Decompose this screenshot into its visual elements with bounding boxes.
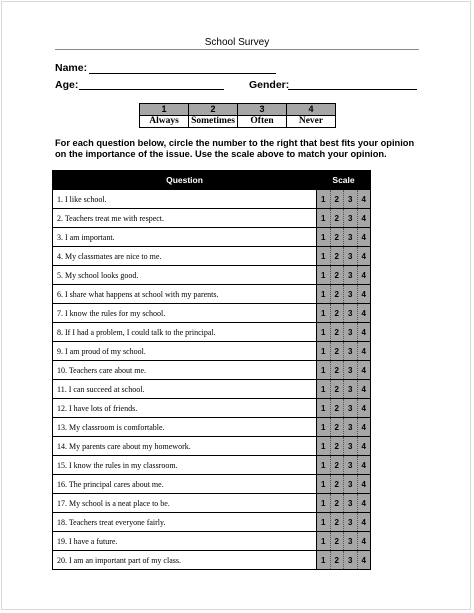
scale-option[interactable]: 1	[317, 380, 331, 399]
title-divider	[55, 49, 419, 50]
scale-key-numbers	[140, 104, 336, 116]
table-row	[53, 209, 371, 228]
scale-option[interactable]: 4	[357, 418, 371, 437]
scale-option[interactable]: 1	[317, 418, 331, 437]
table-row	[53, 551, 371, 570]
scale-option[interactable]: 3	[344, 190, 358, 209]
scale-option[interactable]: 4	[357, 513, 371, 532]
scale-option[interactable]: 2	[330, 437, 344, 456]
scale-key-number: 1	[140, 104, 189, 116]
scale-option[interactable]: 2	[330, 266, 344, 285]
scale-option[interactable]: 2	[330, 513, 344, 532]
scale-option[interactable]: 3	[344, 285, 358, 304]
scale-key-number: 2	[189, 104, 238, 116]
scale-option[interactable]: 3	[344, 342, 358, 361]
scale-option[interactable]: 3	[344, 323, 358, 342]
scale-option[interactable]: 4	[357, 399, 371, 418]
gender-field[interactable]	[288, 89, 417, 90]
table-row	[53, 475, 371, 494]
scale-key-words	[140, 116, 336, 128]
scale-option[interactable]: 1	[317, 456, 331, 475]
scale-option[interactable]: 4	[357, 209, 371, 228]
scale-option[interactable]: 3	[344, 361, 358, 380]
scale-option[interactable]: 1	[317, 494, 331, 513]
table-row	[53, 399, 371, 418]
question-text: 18. Teachers treat everyone fairly.	[53, 513, 317, 532]
question-text: 12. I have lots of friends.	[53, 399, 317, 418]
scale-option[interactable]: 3	[344, 209, 358, 228]
scale-option[interactable]: 2	[330, 380, 344, 399]
scale-option[interactable]: 2	[330, 361, 344, 380]
scale-option[interactable]: 2	[330, 228, 344, 247]
question-text: 7. I know the rules for my school.	[53, 304, 317, 323]
scale-option[interactable]: 2	[330, 418, 344, 437]
question-text: 1. I like school.	[53, 190, 317, 209]
survey-body	[53, 190, 371, 570]
scale-option[interactable]: 1	[317, 304, 331, 323]
scale-option[interactable]: 4	[357, 494, 371, 513]
scale-option[interactable]: 1	[317, 551, 331, 570]
question-text: 3. I am important.	[53, 228, 317, 247]
table-row	[53, 285, 371, 304]
scale-option[interactable]: 2	[330, 456, 344, 475]
table-row	[53, 418, 371, 437]
question-text: 13. My classroom is comfortable.	[53, 418, 317, 437]
scale-option[interactable]: 3	[344, 247, 358, 266]
question-text: 6. I share what happens at school with my parents.	[53, 285, 317, 304]
table-row	[53, 228, 371, 247]
scale-option[interactable]: 1	[317, 323, 331, 342]
scale-key-word: Often	[238, 116, 287, 128]
scale-option[interactable]: 4	[357, 247, 371, 266]
name-label: Name:	[55, 62, 88, 74]
scale-option[interactable]: 2	[330, 323, 344, 342]
name-field[interactable]	[89, 73, 276, 74]
scale-key-number: 4	[287, 104, 336, 116]
scale-option[interactable]: 4	[357, 342, 371, 361]
scale-option[interactable]: 3	[344, 513, 358, 532]
scale-option[interactable]: 1	[317, 475, 331, 494]
scale-option[interactable]: 2	[330, 551, 344, 570]
scale-option[interactable]: 1	[317, 361, 331, 380]
question-text: 4. My classmates are nice to me.	[53, 247, 317, 266]
instructions: For each question below, circle the number to the right that best fits your opinion on the importance of the issue. Use the scale above to match your opinion.	[55, 138, 415, 159]
scale-option[interactable]: 2	[330, 475, 344, 494]
scale-option[interactable]: 2	[330, 247, 344, 266]
age-field[interactable]	[79, 89, 224, 90]
scale-option[interactable]: 1	[317, 399, 331, 418]
table-row	[53, 494, 371, 513]
scale-option[interactable]: 2	[330, 342, 344, 361]
scale-option[interactable]: 1	[317, 209, 331, 228]
survey-title: School Survey	[204, 37, 270, 48]
scale-option[interactable]: 3	[344, 437, 358, 456]
table-header-row	[53, 171, 371, 190]
scale-option[interactable]: 3	[344, 380, 358, 399]
scale-option[interactable]: 1	[317, 532, 331, 551]
scale-option[interactable]: 2	[330, 532, 344, 551]
scale-option[interactable]: 4	[357, 456, 371, 475]
question-text: 10. Teachers care about me.	[53, 361, 317, 380]
scale-option[interactable]: 2	[330, 285, 344, 304]
scale-option[interactable]: 4	[357, 437, 371, 456]
scale-option[interactable]: 2	[330, 304, 344, 323]
scale-option[interactable]: 3	[344, 532, 358, 551]
question-text: 19. I have a future.	[53, 532, 317, 551]
scale-option[interactable]: 1	[317, 266, 331, 285]
scale-option[interactable]: 3	[344, 475, 358, 494]
scale-column-header: Scale	[317, 171, 371, 190]
scale-option[interactable]: 1	[317, 285, 331, 304]
scale-option[interactable]: 1	[317, 513, 331, 532]
scale-option[interactable]: 4	[357, 361, 371, 380]
scale-option[interactable]: 4	[357, 304, 371, 323]
table-row	[53, 456, 371, 475]
question-text: 14. My parents care about my homework.	[53, 437, 317, 456]
scale-option[interactable]: 3	[344, 304, 358, 323]
rating-scale-key	[139, 103, 336, 128]
scale-option[interactable]: 4	[357, 228, 371, 247]
table-row	[53, 266, 371, 285]
scale-key-number: 3	[238, 104, 287, 116]
table-row	[53, 532, 371, 551]
table-row	[53, 437, 371, 456]
table-row	[53, 342, 371, 361]
scale-option[interactable]: 4	[357, 266, 371, 285]
scale-option[interactable]: 3	[344, 551, 358, 570]
scale-option[interactable]: 3	[344, 418, 358, 437]
scale-option[interactable]: 3	[344, 228, 358, 247]
survey-table	[52, 170, 371, 570]
scale-option[interactable]: 3	[344, 494, 358, 513]
scale-option[interactable]: 4	[357, 285, 371, 304]
scale-option[interactable]: 1	[317, 228, 331, 247]
question-text: 8. If I had a problem, I could talk to the principal.	[53, 323, 317, 342]
question-text: 17. My school is a neat place to be.	[53, 494, 317, 513]
question-text: 9. I am proud of my school.	[53, 342, 317, 361]
table-row	[53, 323, 371, 342]
scale-option[interactable]: 3	[344, 266, 358, 285]
table-row	[53, 513, 371, 532]
scale-option[interactable]: 4	[357, 551, 371, 570]
scale-key-word: Sometimes	[189, 116, 238, 128]
question-text: 5. My school looks good.	[53, 266, 317, 285]
scale-option[interactable]: 2	[330, 494, 344, 513]
question-text: 2. Teachers treat me with respect.	[53, 209, 317, 228]
scale-option[interactable]: 2	[330, 399, 344, 418]
question-column-header: Question	[53, 171, 317, 190]
scale-option[interactable]: 4	[357, 475, 371, 494]
scale-key-word: Never	[287, 116, 336, 128]
table-row	[53, 361, 371, 380]
question-text: 16. The principal cares about me.	[53, 475, 317, 494]
scale-option[interactable]: 3	[344, 456, 358, 475]
age-label: Age:	[55, 79, 79, 91]
scale-option[interactable]: 1	[317, 190, 331, 209]
question-text: 20. I am an important part of my class.	[53, 551, 317, 570]
table-row	[53, 247, 371, 266]
scale-option[interactable]: 1	[317, 247, 331, 266]
scale-option[interactable]: 4	[357, 380, 371, 399]
scale-option[interactable]: 2	[330, 190, 344, 209]
table-row	[53, 190, 371, 209]
scale-key-word: Always	[140, 116, 189, 128]
scale-option[interactable]: 2	[330, 209, 344, 228]
scale-option[interactable]: 4	[357, 532, 371, 551]
table-row	[53, 380, 371, 399]
scale-option[interactable]: 4	[357, 323, 371, 342]
question-text: 15. I know the rules in my classroom.	[53, 456, 317, 475]
gender-label: Gender:	[249, 79, 290, 91]
scale-option[interactable]: 3	[344, 399, 358, 418]
scale-option[interactable]: 1	[317, 342, 331, 361]
scale-option[interactable]: 1	[317, 437, 331, 456]
table-row	[53, 304, 371, 323]
scale-option[interactable]: 4	[357, 190, 371, 209]
question-text: 11. I can succeed at school.	[53, 380, 317, 399]
